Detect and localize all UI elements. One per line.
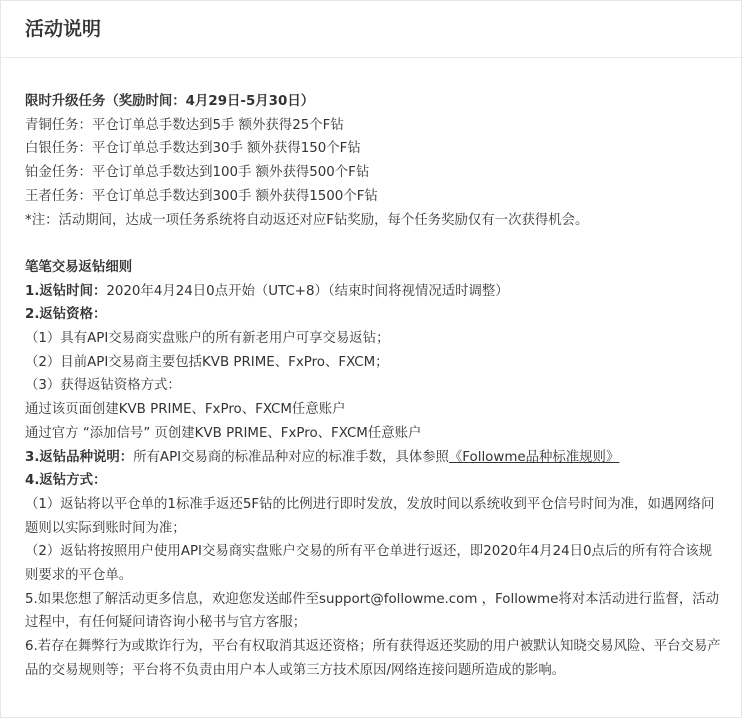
eligibility-line: （2）目前API交易商主要包括KVB PRIME、FxPro、FXCM； (25, 354, 389, 370)
fraud-clause: 6.若存在舞弊行为或欺诈行为，平台有权取消其返还资格；所有获得返还奖励的用户被默认知晓交易风险、平台交易产品的交易规则等；平台将不负责由用户本人或第三方技术原因/网络连接问题所造成的影响。 (25, 639, 721, 678)
rebate-instruments-label: 3.返钻品种说明： (25, 449, 134, 465)
method-line: （2）返钻将按照用户使用API交易商实盘账户交易的所有平仓单进行返还，即2020年4月24日0点后的所有符合该规则要求的平仓单。 (25, 544, 713, 584)
contact-info: 5.如果您想了解活动更多信息，欢迎您发送邮件至support@followme.com ，Followme将对本活动进行监督，活动过程中，有任何疑问请咨询小秘书与官方客服； (25, 591, 720, 631)
rebate-instruments-text: 所有API交易商的标准品种对应的标准手数，具体参照 (133, 449, 449, 465)
instrument-rules-link[interactable]: 《Followme品种标准规则》 (448, 449, 620, 465)
eligibility-line: （1）具有API交易商实盘账户的所有新老用户可享交易返钻； (25, 331, 390, 347)
rebate-time-text: 2020年4月24日0点开始（UTC+8）（结束时间将视情况适时调整） (106, 283, 509, 299)
task-king: 王者任务：平仓订单总手数达到300手 额外获得1500个F钻 (25, 188, 378, 204)
tasks-note: *注：活动期间，达成一项任务系统将自动返还对应F钻奖励，每个任务奖励仅有一次获得机会。 (25, 212, 589, 228)
rebate-time (25, 280, 725, 304)
rebate-rules-heading: 笔笔交易返钻细则 (25, 259, 133, 275)
eligibility-line: 通过官方 “添加信号” 页创建KVB PRIME、FxPro、FXCM任意账户 (25, 425, 422, 441)
panel-header (0, 0, 743, 58)
rebate-eligibility-label: 2.返钻资格： (25, 307, 107, 323)
rebate-method-label: 4.返钻方式： (25, 473, 107, 489)
page-title: 活动说明 (25, 18, 102, 40)
section-spacer (25, 232, 725, 256)
task-platinum: 铂金任务：平仓订单总手数达到100手 额外获得500个F钻 (25, 165, 370, 181)
eligibility-line: （3）获得返钻资格方式： (25, 378, 181, 394)
method-line: （1）返钻将以平仓单的1标准手返还5F钻的比例进行即时发放，发放时间以系统收到平仓信号时间为准，如遇网络问题则以实际到账时间为准； (25, 496, 715, 536)
rebate-instruments (25, 446, 725, 470)
rebate-time-label: 1.返钻时间： (25, 283, 107, 299)
upgrade-tasks-heading: 限时升级任务（奖励时间：4月29日-5月30日） (25, 94, 315, 109)
task-silver: 白银任务：平仓订单总手数达到30手 额外获得150个F钻 (25, 141, 361, 157)
task-bronze: 青铜任务：平仓订单总手数达到5手 额外获得25个F钻 (25, 117, 344, 133)
eligibility-line: 通过该页面创建KVB PRIME、FxPro、FXCM任意账户 (25, 402, 346, 418)
rules-content (25, 90, 725, 683)
